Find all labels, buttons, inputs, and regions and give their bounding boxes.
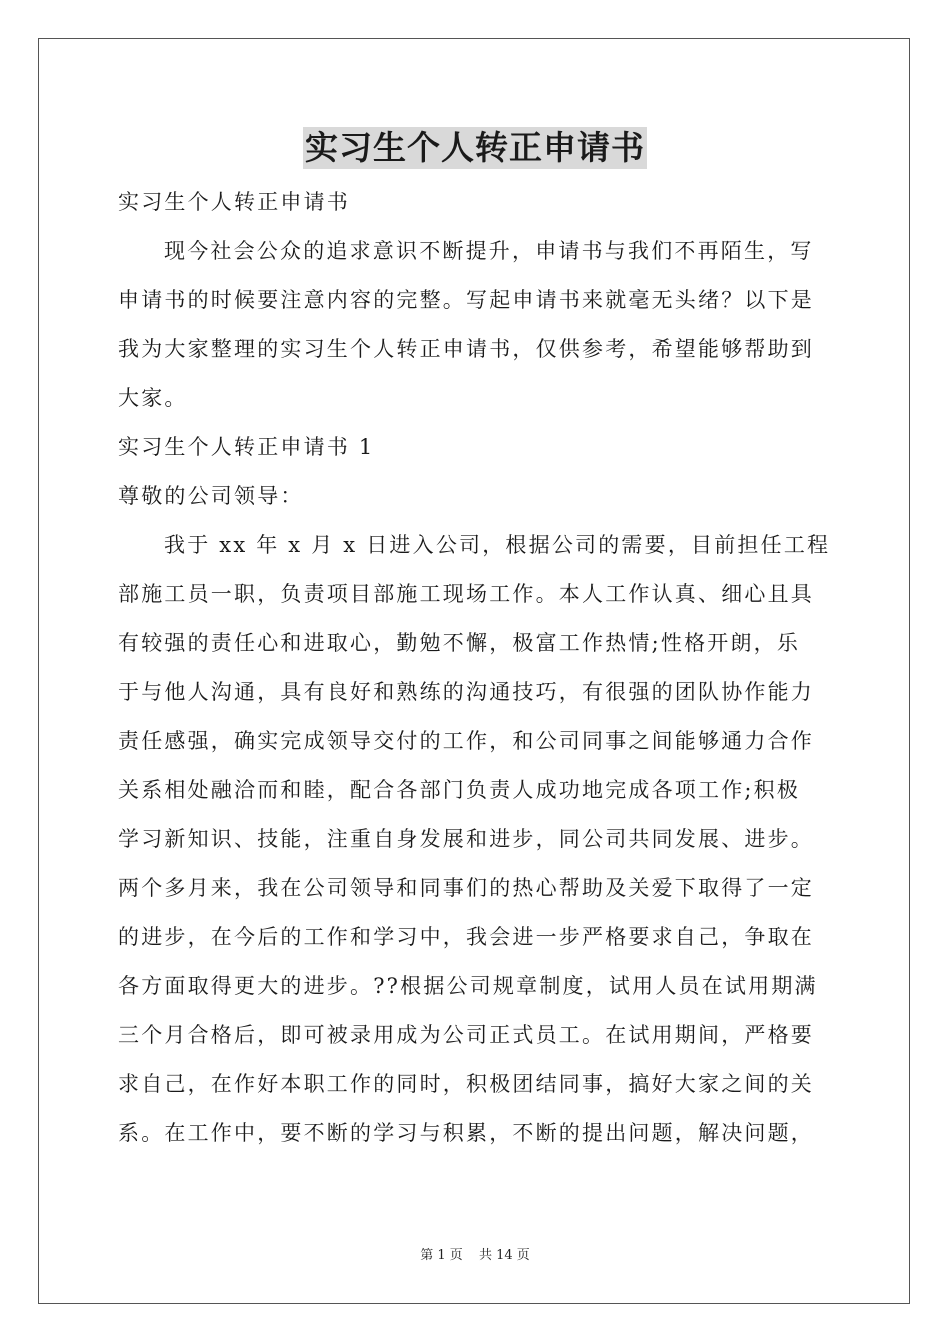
text-line: 责任感强，确实完成领导交付的工作，和公司同事之间能够通力合作 (118, 729, 814, 753)
text-line: 关系相处融洽而和睦，配合各部门负责人成功地完成各项工作;积极 (118, 778, 801, 802)
document-title: 实习生个人转正申请书 (305, 128, 645, 167)
text-line: 实习生个人转正申请书 (118, 190, 350, 214)
text-line: 各方面取得更大的进步。??根据公司规章制度，试用人员在试用期满 (118, 974, 818, 998)
text-line: 三个月合格后，即可被录用成为公司正式员工。在试用期间，严格要 (118, 1023, 814, 1047)
text-line: 有较强的责任心和进取心，勤勉不懈，极富工作热情;性格开朗，乐 (118, 631, 801, 655)
page-total: 共 14 页 (478, 1248, 530, 1263)
text-line: 现今社会公众的追求意识不断提升，申请书与我们不再陌生，写 (164, 239, 814, 263)
document-body (118, 178, 838, 1158)
text-line: 实习生个人转正申请书 1 (118, 435, 375, 459)
text-line: 于与他人沟通，具有良好和熟练的沟通技巧，有很强的团队协作能力 (118, 680, 814, 704)
text-line: 我于 xx 年 x 月 x 日进入公司，根据公司的需要，目前担任工程 (164, 533, 831, 557)
page-footer (0, 1244, 950, 1263)
text-line: 求自己，在作好本职工作的同时，积极团结同事，搞好大家之间的关 (118, 1072, 814, 1096)
text-line: 的进步，在今后的工作和学习中，我会进一步严格要求自己，争取在 (118, 925, 814, 949)
text-line: 学习新知识、技能，注重自身发展和进步，同公司共同发展、进步。 (118, 827, 814, 851)
text-line: 尊敬的公司领导： (118, 484, 304, 508)
title-container (0, 127, 950, 169)
text-line: 系。在工作中，要不断的学习与积累，不断的提出问题，解决问题， (118, 1121, 814, 1145)
text-line: 部施工员一职，负责项目部施工现场工作。本人工作认真、细心且具 (118, 582, 814, 606)
text-line: 大家。 (118, 386, 188, 410)
text-line: 申请书的时候要注意内容的完整。写起申请书来就毫无头绪？以下是 (118, 288, 814, 312)
text-line: 两个多月来，我在公司领导和同事们的热心帮助及关爱下取得了一定 (118, 876, 814, 900)
page-number: 第 1 页 (420, 1248, 463, 1263)
text-line: 我为大家整理的实习生个人转正申请书，仅供参考，希望能够帮助到 (118, 337, 814, 361)
